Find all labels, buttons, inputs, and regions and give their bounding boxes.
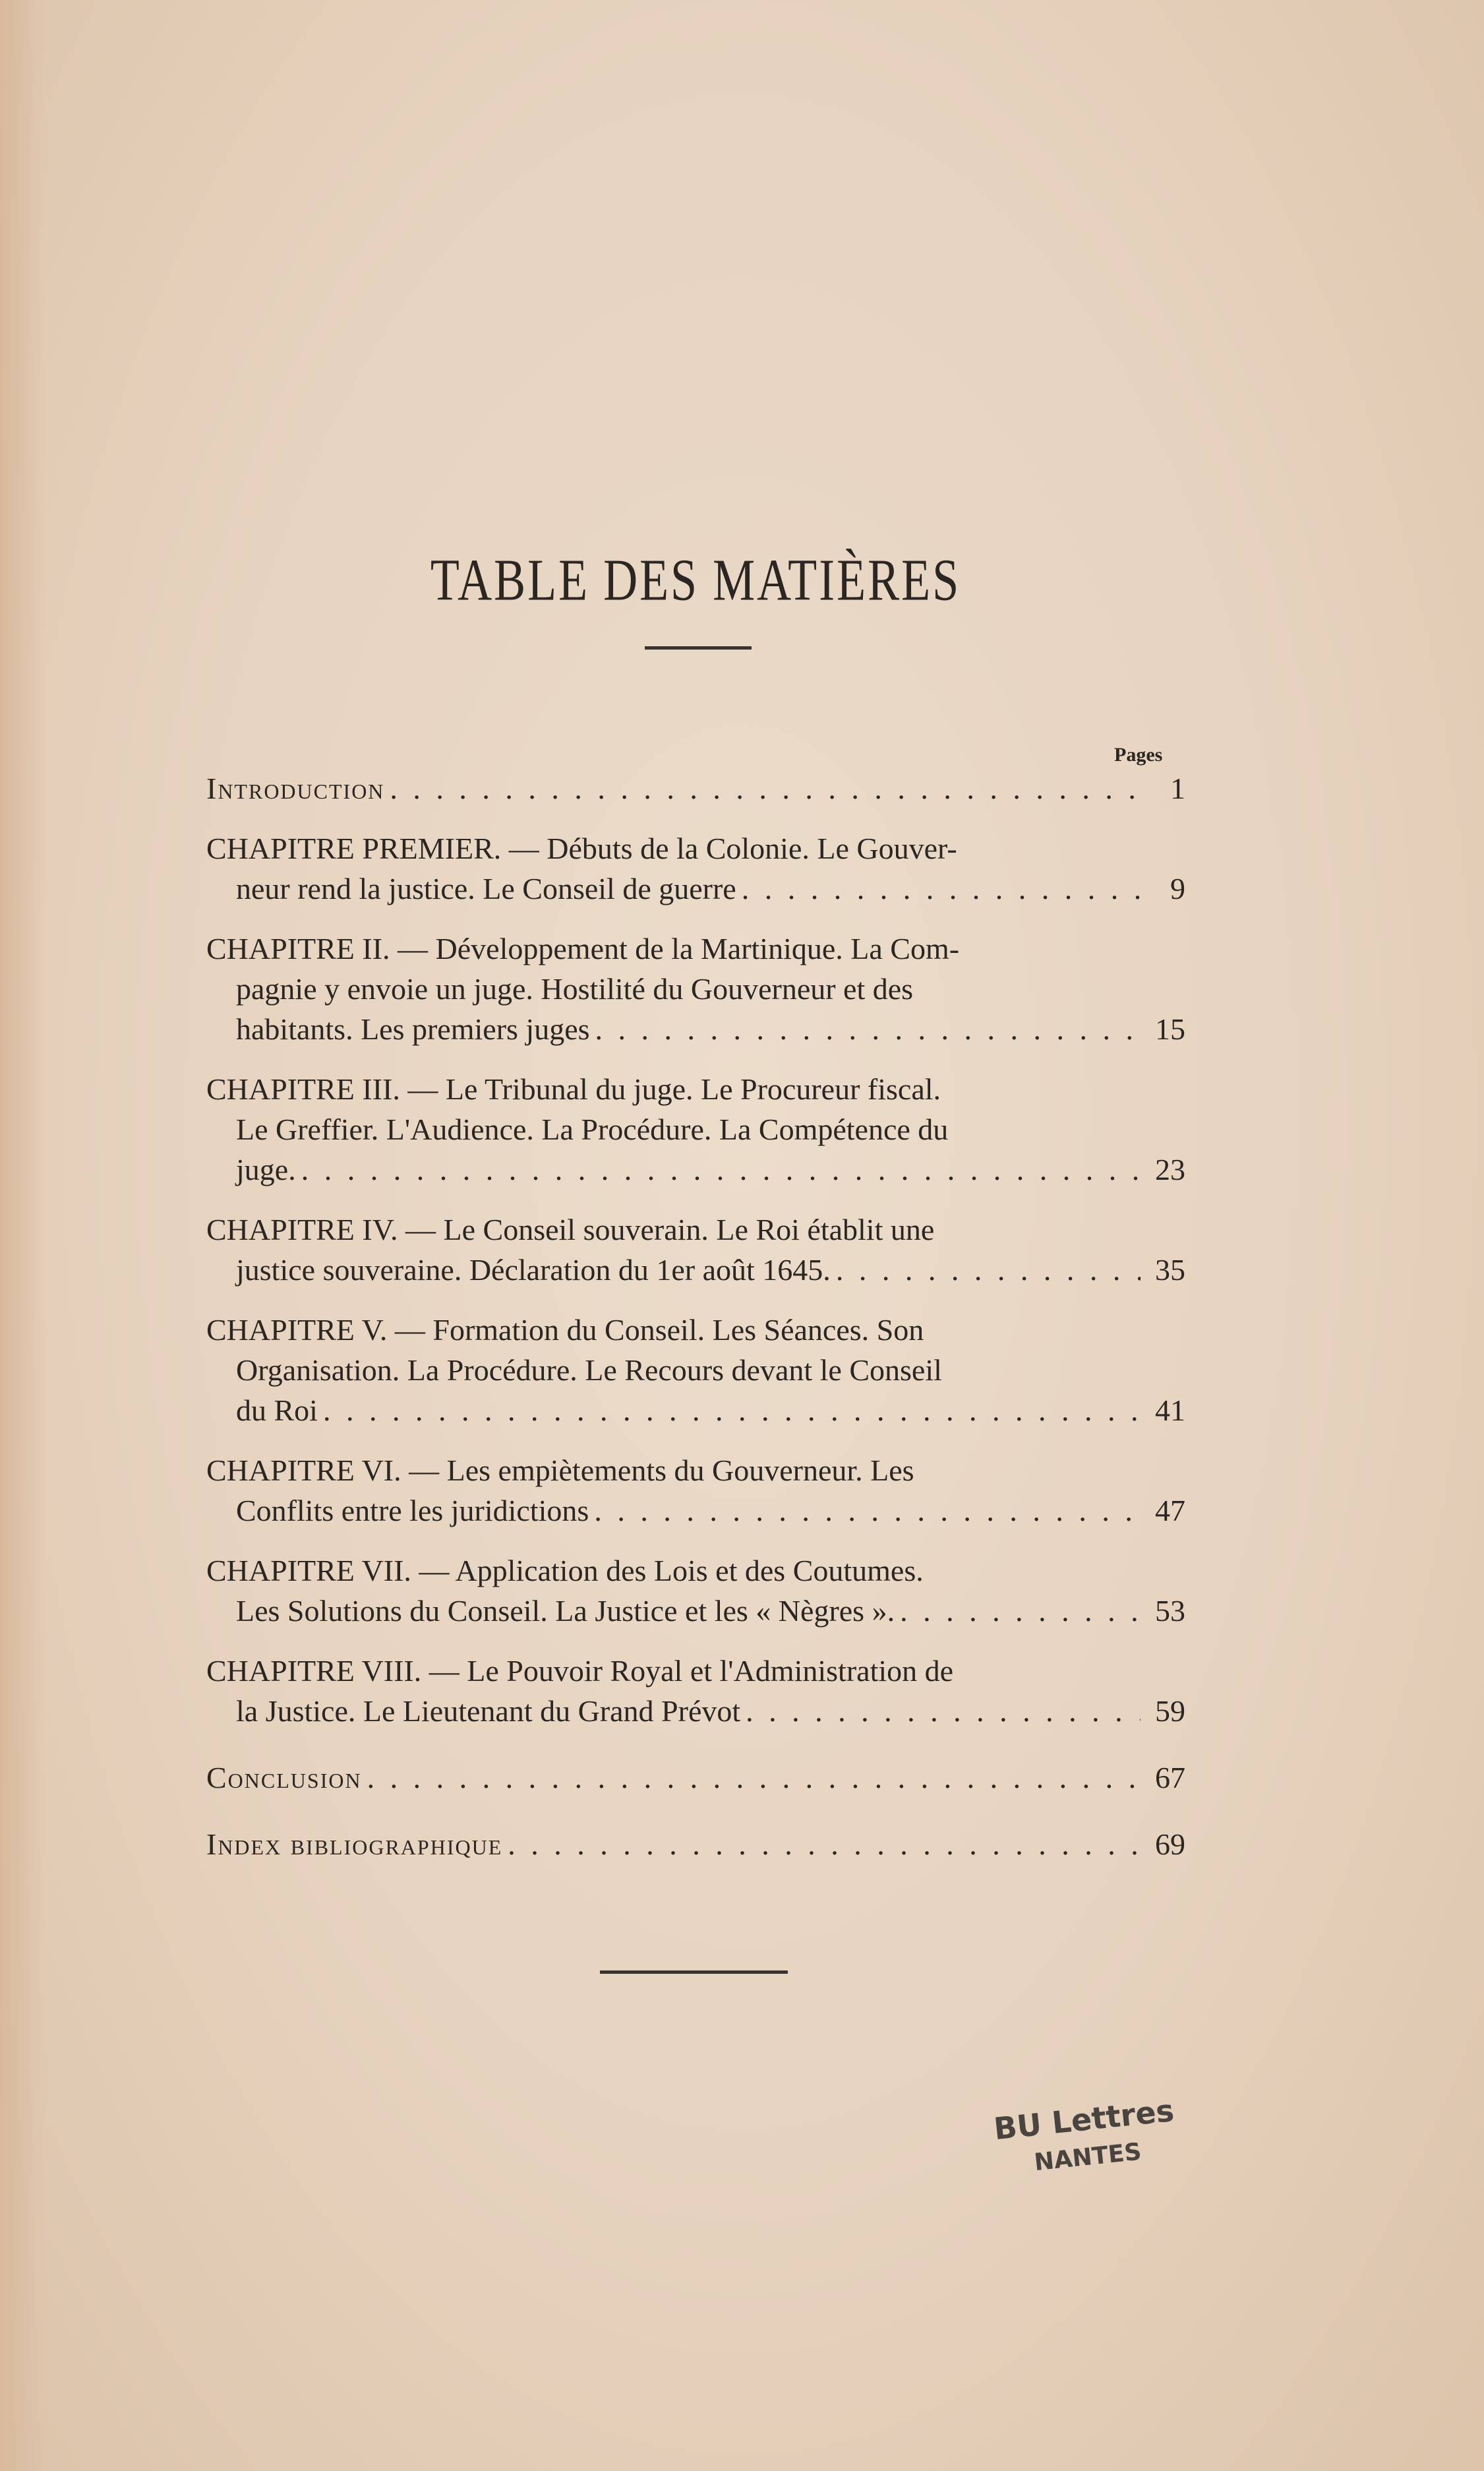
page-title: TABLE DES MATIÈRES <box>430 547 961 613</box>
leader-dots <box>595 1009 1141 1049</box>
toc-entry-chapter-7 <box>206 1550 1185 1631</box>
toc-entry-index <box>206 1824 1185 1864</box>
page-number: 59 <box>1155 1694 1185 1728</box>
leader-dots <box>508 1824 1141 1864</box>
toc-entry-chapter-5 <box>206 1310 1185 1430</box>
chapter-heading: CHAPITRE VII. <box>206 1554 411 1587</box>
entry-text: — Formation du Conseil. Les Séances. Son <box>394 1313 924 1347</box>
leader-dots <box>390 768 1141 808</box>
leader-dots <box>742 869 1141 909</box>
page-number: 23 <box>1155 1153 1185 1186</box>
library-stamp <box>992 2091 1180 2186</box>
leader-dots <box>367 1757 1141 1798</box>
page-number: 15 <box>1155 1012 1185 1046</box>
toc-entry-chapter-8 <box>206 1651 1185 1731</box>
chapter-heading: CHAPITRE III. <box>206 1072 400 1106</box>
stamp-line-2: NANTES <box>1032 2138 1143 2177</box>
entry-text: — Le Conseil souverain. Le Roi établit une <box>405 1213 935 1246</box>
entry-text: juge. <box>236 1153 296 1186</box>
leader-dots <box>836 1250 1141 1290</box>
entry-text: Conflits entre les juridictions <box>236 1494 589 1527</box>
chapter-heading: CHAPITRE VIII. <box>206 1654 422 1688</box>
toc-entry-chapter-3 <box>206 1069 1185 1190</box>
toc-entry-introduction <box>206 768 1185 808</box>
entry-title: Index bibliographique <box>206 1827 503 1861</box>
leader-dots <box>746 1691 1141 1731</box>
leader-dots <box>301 1149 1141 1190</box>
entry-text: — Développement de la Martinique. La Com- <box>398 932 960 965</box>
entry-text: — Le Pouvoir Royal et l'Administration de <box>429 1654 954 1688</box>
toc-entry-chapter-4 <box>206 1209 1185 1290</box>
entry-text: justice souveraine. Déclaration du 1er août 1645. <box>236 1253 831 1287</box>
entry-text: — Application des Lois et des Coutumes. <box>419 1554 924 1587</box>
toc-entry-conclusion <box>206 1757 1185 1798</box>
entry-text: — Les empiètements du Gouverneur. Les <box>409 1453 914 1487</box>
entry-title: Introduction <box>206 772 385 805</box>
table-of-contents <box>206 768 1185 1884</box>
page-number: 67 <box>1155 1761 1185 1794</box>
entry-text: neur rend la justice. Le Conseil de guerre <box>236 872 736 905</box>
entry-text: Le Greffier. L'Audience. La Procédure. La Compétence du <box>236 1113 949 1146</box>
leader-dots <box>594 1490 1141 1531</box>
leader-dots <box>323 1390 1141 1430</box>
chapter-heading: CHAPITRE PREMIER. <box>206 832 502 865</box>
entry-text: Organisation. La Procédure. Le Recours devant le Conseil <box>236 1353 942 1387</box>
leader-dots <box>900 1591 1141 1631</box>
entry-text: pagnie y envoie un juge. Hostilité du Gouverneur et des <box>236 972 914 1006</box>
pages-column-label: Pages <box>1114 744 1163 766</box>
chapter-heading: CHAPITRE VI. <box>206 1453 401 1487</box>
page-number: 69 <box>1155 1827 1185 1861</box>
title-rule <box>645 646 752 650</box>
stamp-line-1: BU Lettres <box>992 2092 1176 2147</box>
page-number: 53 <box>1155 1594 1185 1628</box>
toc-entry-chapter-6 <box>206 1450 1185 1531</box>
entry-text: Les Solutions du Conseil. La Justice et les « Nègres ». <box>236 1594 895 1628</box>
page-number: 41 <box>1155 1393 1185 1427</box>
entry-text: du Roi <box>236 1393 318 1427</box>
page-number: 9 <box>1170 872 1185 905</box>
entry-title: Conclusion <box>206 1761 362 1794</box>
chapter-heading: CHAPITRE IV. <box>206 1213 398 1246</box>
chapter-heading: CHAPITRE V. <box>206 1313 388 1347</box>
toc-entry-chapter-1 <box>206 828 1185 909</box>
page-number: 35 <box>1155 1253 1185 1287</box>
chapter-heading: CHAPITRE II. <box>206 932 390 965</box>
entry-text: la Justice. Le Lieutenant du Grand Prévot <box>236 1694 741 1728</box>
entry-text: — Le Tribunal du juge. Le Procureur fiscal. <box>407 1072 941 1106</box>
entry-text: — Débuts de la Colonie. Le Gouver- <box>508 832 957 865</box>
page-number: 1 <box>1170 772 1185 805</box>
page-edge-shading <box>0 0 46 2471</box>
closing-rule <box>600 1970 788 1974</box>
entry-text: habitants. Les premiers juges <box>236 1012 590 1046</box>
page-number: 47 <box>1155 1494 1185 1527</box>
toc-entry-chapter-2 <box>206 929 1185 1049</box>
